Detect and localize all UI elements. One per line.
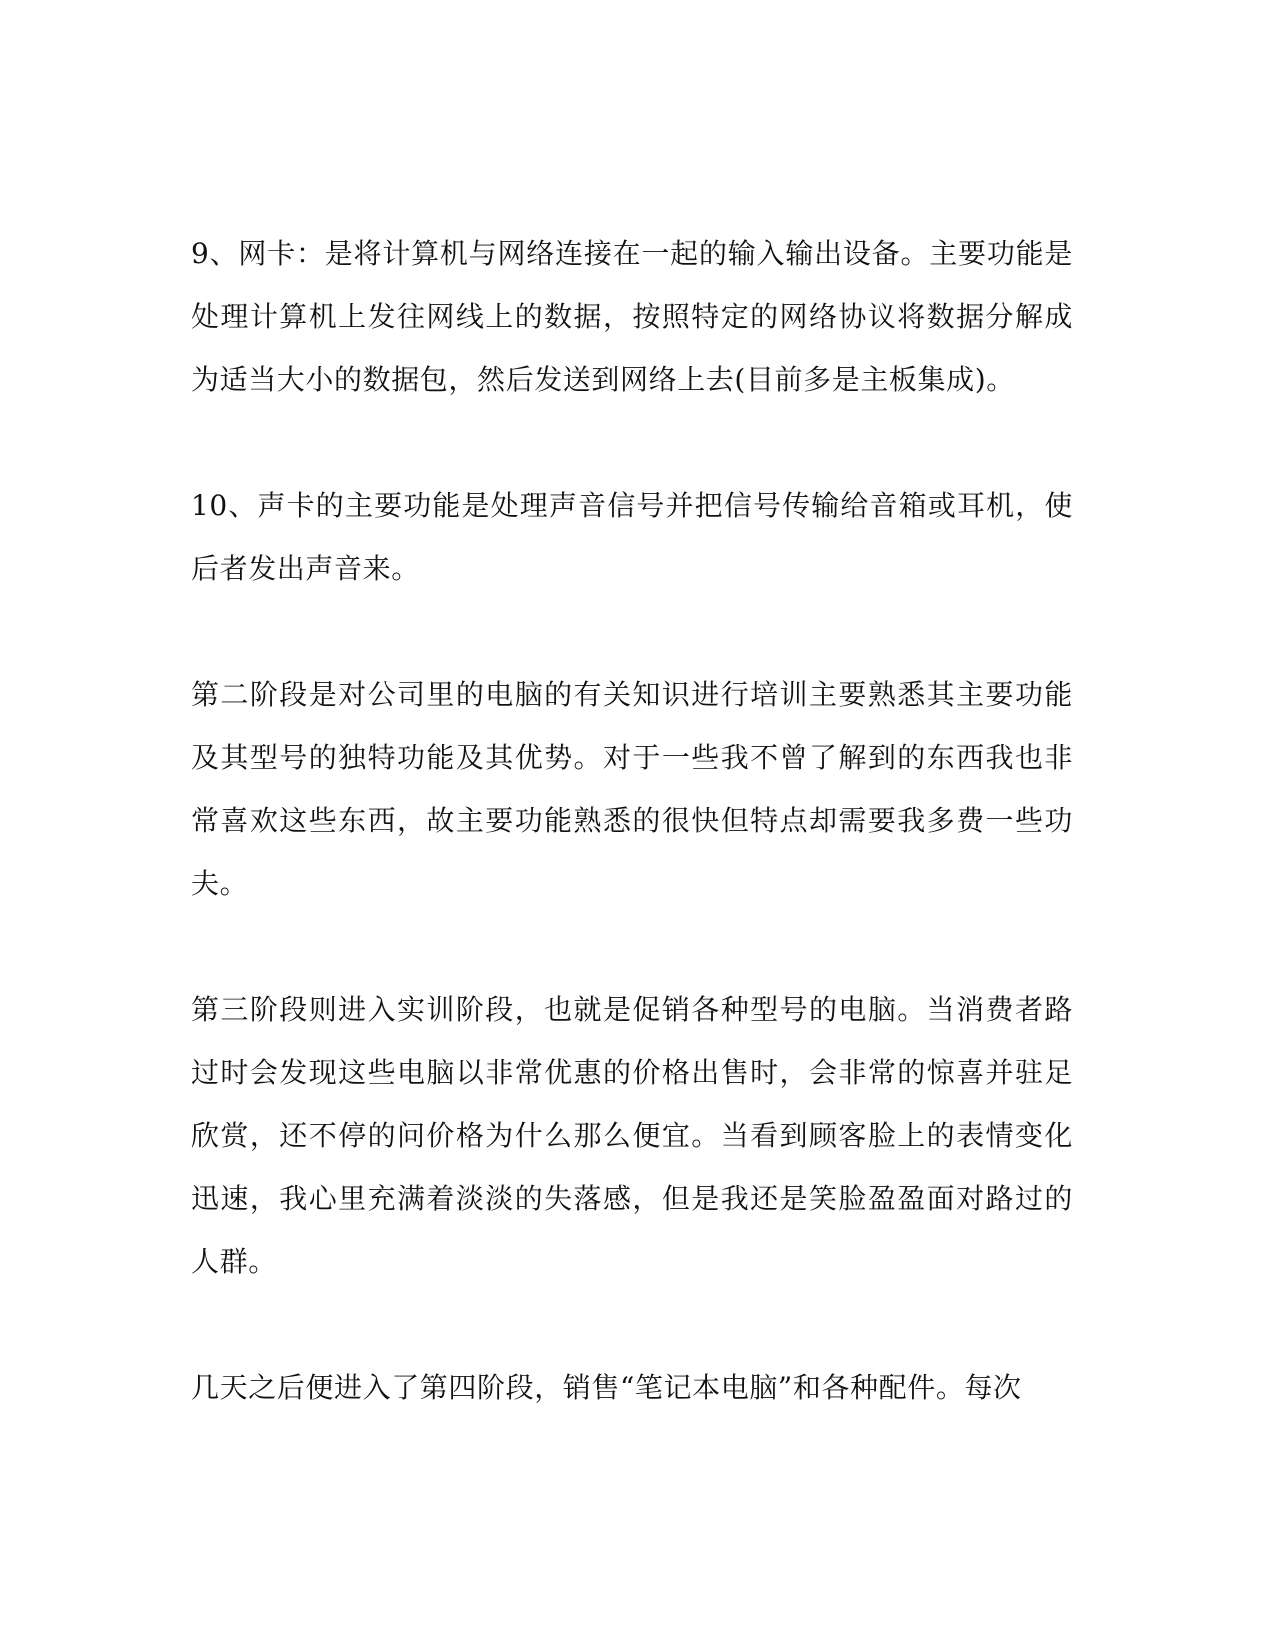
document-body — [191, 222, 1073, 1419]
paragraph-stage-four: 几天之后便进入了第四阶段，销售“笔记本电脑”和各种配件。每次 — [191, 1371, 1022, 1404]
paragraph-network-card: 9、网卡：是将计算机与网络连接在一起的输入输出设备。主要功能是处理计算机上发往网线上的数据，按照特定的网络协议将数据分解成为适当大小的数据包，然后发送到网络上去(目前多是主板集成)。 — [191, 237, 1073, 396]
paragraph-stage-three: 第三阶段则进入实训阶段，也就是促销各种型号的电脑。当消费者路过时会发现这些电脑以非常优惠的价格出售时，会非常的惊喜并驻足欣赏，还不停的问价格为什么那么便宜。当看到顾客脸上的表情变化迅速，我心里充满着淡淡的失落感，但是我还是笑脸盈盈面对路过的人群。 — [191, 993, 1073, 1278]
paragraph-stage-two: 第二阶段是对公司里的电脑的有关知识进行培训主要熟悉其主要功能及其型号的独特功能及其优势。对于一些我不曾了解到的东西我也非常喜欢这些东西，故主要功能熟悉的很快但特点却需要我多费一些功夫。 — [191, 678, 1073, 900]
paragraph-sound-card: 10、声卡的主要功能是处理声音信号并把信号传输给音箱或耳机，使后者发出声音来。 — [191, 489, 1073, 585]
